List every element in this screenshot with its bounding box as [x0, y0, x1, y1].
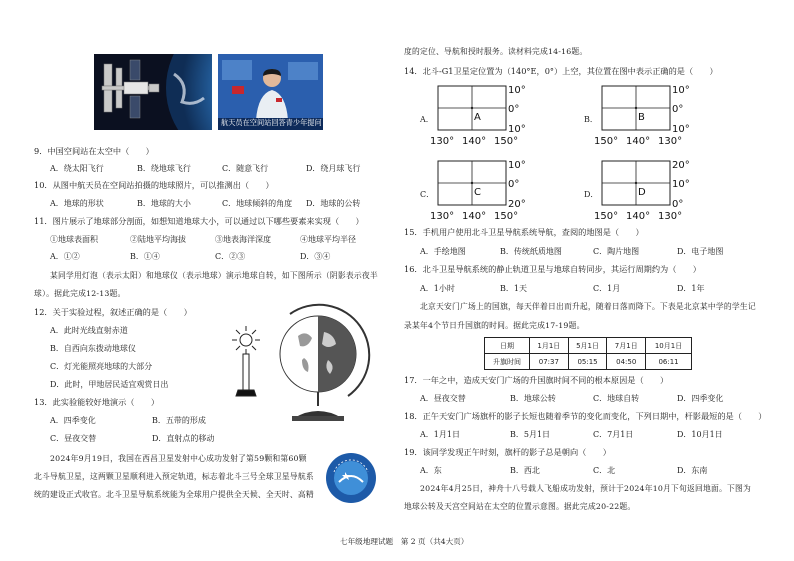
- grid-lon-right-label: 150°: [494, 136, 519, 146]
- grid-lon-left-label: 150°: [594, 211, 619, 221]
- grid-lat-bottom-label: 10°: [672, 124, 690, 135]
- table-cell: 06:11: [646, 354, 692, 370]
- q10-option-a: A．地球的形状: [50, 199, 104, 208]
- grid-lon-mid-label: 140°: [626, 136, 651, 146]
- q16-option-c: C．1月: [593, 284, 621, 293]
- table-header-cell: 5月1日: [568, 338, 607, 354]
- q10-option-d: D．地球的公转: [306, 199, 361, 208]
- question-10: 10．从图中航天员在空间站拍摄的地球照片，可以推测出（ ）: [34, 180, 274, 190]
- q15-option-d: D．电子地图: [677, 247, 724, 256]
- q18-option-a: A．1月1日: [420, 430, 460, 439]
- table-row-label: 升旗时间: [485, 354, 530, 370]
- passage-14-16-continued: 度的定位、导航和授时服务。读材料完成14-16题。: [404, 47, 588, 56]
- grid-lat-mid-label: 0°: [508, 104, 520, 115]
- flag-raising-time-table: [484, 337, 692, 370]
- q13-option-b: B．五带的形成: [152, 416, 206, 425]
- q17-option-b: B．地球公转: [510, 394, 556, 403]
- question-11: 11．图片展示了地球部分剖面，如想知道地球大小，可以通过以下哪些要素来实现（ ）: [34, 216, 364, 226]
- passage-14-16-line2: 北斗导航卫星，这两颗卫星顺利进入预定轨道，标志着北斗三号全球卫星导航系: [34, 472, 314, 481]
- q9-option-d: D．绕月球飞行: [306, 164, 361, 173]
- passage-14-16-line3: 统的建设正式收官。北斗卫星导航系统能为全球用户提供全天候、全天时、高精: [34, 490, 314, 499]
- passage-20-22-line2: 地球公转及天宫空间站在太空的位置示意图。据此完成20-22题。: [404, 502, 636, 511]
- q12-option-d: D．此时，甲地居民适宜观赏日出: [50, 380, 169, 389]
- q12-option-c: C．灯光能照亮地球的大部分: [50, 362, 153, 371]
- table-header-cell: 7月1日: [607, 338, 646, 354]
- lamp-globe-diagram: [228, 296, 378, 426]
- q14-grid-d-point-label: D: [638, 187, 646, 198]
- grid-lat-top-label: 10°: [508, 160, 526, 171]
- q14-grid-a-point-label: A: [474, 112, 481, 123]
- grid-lon-right-label: 130°: [658, 211, 683, 221]
- q19-option-b: B．西北: [510, 466, 540, 475]
- grid-lat-top-label: 10°: [672, 85, 690, 96]
- q19-option-c: C．北: [593, 466, 616, 475]
- globe-icon: [280, 305, 369, 421]
- beidou-logo: [325, 452, 377, 504]
- table-cell: 07:37: [530, 354, 569, 370]
- space-station-illustration: [94, 54, 212, 130]
- table-header-cell: 1月1日: [530, 338, 569, 354]
- question-18: 18．正午天安门广场旗杆的影子长短也随着季节的变化而变化，下列日期中，杆影最短的是（ ）: [404, 411, 767, 421]
- q14-grid-b: [594, 84, 694, 146]
- grid-lat-bottom-label: 20°: [508, 199, 526, 210]
- q13-option-d: D．直射点的移动: [152, 434, 215, 443]
- passage-12-13-line1: 某同学用灯泡（表示太阳）和地球仪（表示地球）演示地球自转，如下图所示（阴影表示夜半: [50, 271, 378, 280]
- q11-option-c: C．②③: [215, 252, 246, 261]
- q11-item-3: ③地表海洋深度: [215, 235, 271, 244]
- q14-grid-c-point-label: C: [474, 187, 481, 198]
- grid-lat-bottom-label: 10°: [508, 124, 526, 135]
- q16-option-a: A．1小时: [420, 284, 455, 293]
- question-19: 19．该同学发现正午时刻，旗杆的影子总是朝向（ ）: [404, 447, 611, 457]
- grid-lon-mid-label: 140°: [626, 211, 651, 221]
- q14-grid-c: [430, 159, 530, 221]
- q9-option-b: B．绕地球飞行: [137, 164, 191, 173]
- q17-option-d: D．四季变化: [677, 394, 724, 403]
- question-14: 14．北斗-G1卫星定位置为（140°E，0°）上空，其位置在图中表示正确的是（ ）: [404, 66, 718, 76]
- grid-lon-right-label: 150°: [494, 211, 519, 221]
- astronaut-photo-caption: 航天员在空间站回答青少年提问: [221, 118, 322, 127]
- q14-option-a-label: A．: [420, 115, 434, 124]
- grid-lat-mid-label: 0°: [508, 179, 520, 190]
- grid-lat-bottom-label: 0°: [672, 199, 684, 210]
- q19-option-d: D．东南: [677, 466, 708, 475]
- passage-14-16-line1: 2024年9月19日，我国在西昌卫星发射中心成功发射了第59颗和第60颗: [50, 454, 307, 463]
- question-12: 12．关于实验过程，叙述正确的是（ ）: [34, 307, 192, 317]
- q11-item-4: ④地球平均半径: [300, 235, 356, 244]
- table-cell: 05:15: [568, 354, 607, 370]
- grid-lat-mid-label: 0°: [672, 104, 684, 115]
- q9-option-a: A．绕太阳飞行: [50, 164, 104, 173]
- passage-17-19-line1: 北京天安门广场上的国旗，每天伴着日出而升起，随着日落而降下。下表是北京某中学的学生记: [420, 302, 756, 311]
- q15-option-c: C．陶片地图: [593, 247, 640, 256]
- q15-option-b: B．传统纸质地图: [500, 247, 562, 256]
- grid-lon-right-label: 130°: [658, 136, 683, 146]
- q18-option-d: D．10月1日: [677, 430, 723, 439]
- space-station-photo: [94, 54, 212, 130]
- passage-17-19-line2: 录某年4个节日升国旗的时间。据此完成17-19题。: [404, 321, 585, 330]
- table-header-cell: 10月1日: [646, 338, 692, 354]
- q14-grid-d: [594, 159, 694, 221]
- passage-12-13-line2: 球）。据此完成12-13题。: [34, 289, 126, 298]
- q12-option-a: A．此时光线直射赤道: [50, 326, 128, 335]
- passage-20-22-line1: 2024年4月25日，神舟十八号载人飞船成功发射，预计于2024年10月下旬返回地面。下图为: [420, 484, 751, 493]
- q18-option-c: C．7月1日: [593, 430, 634, 439]
- table-cell: 04:50: [607, 354, 646, 370]
- q13-option-a: A．四季变化: [50, 416, 96, 425]
- grid-lon-left-label: 130°: [430, 211, 455, 221]
- q12-option-b: B．自西向东拨动地球仪: [50, 344, 136, 353]
- astronaut-photo: [218, 54, 323, 130]
- q13-option-c: C．昼夜交替: [50, 434, 97, 443]
- question-9: 9．中国空间站在太空中（ ）: [34, 146, 154, 156]
- q18-option-b: B．5月1日: [510, 430, 551, 439]
- question-17: 17．一年之中，造成天安门广场的升国旗时间不同的根本原因是（ ）: [404, 375, 669, 385]
- q17-option-a: A．昼夜交替: [420, 394, 466, 403]
- q16-option-d: D．1年: [677, 284, 705, 293]
- q11-item-1: ①地球表面积: [50, 235, 98, 244]
- q11-option-a: A．①②: [50, 252, 80, 261]
- q15-option-a: A．手绘地图: [420, 247, 466, 256]
- question-16: 16．北斗卫星导航系统的静止轨道卫星与地球自转同步，其运行周期约为（ ）: [404, 264, 701, 274]
- q11-option-d: D．③④: [300, 252, 331, 261]
- q16-option-b: B．1天: [500, 284, 527, 293]
- q19-option-a: A．东: [420, 466, 442, 475]
- question-15: 15．手机用户使用北斗卫星导航系统导航，查阅的地图是（ ）: [404, 227, 644, 237]
- q10-option-c: C．地球倾斜的角度: [222, 199, 293, 208]
- q9-option-c: C．随意飞行: [222, 164, 269, 173]
- grid-lat-top-label: 20°: [672, 160, 690, 171]
- grid-lon-mid-label: 140°: [462, 136, 487, 146]
- q10-option-b: B．地球的大小: [137, 199, 191, 208]
- q11-item-2: ②陆地平均海拔: [130, 235, 186, 244]
- grid-lat-mid-label: 10°: [672, 179, 690, 190]
- q14-option-b-label: B．: [584, 115, 598, 124]
- page-footer: 七年级地理试题 第 2 页（共4大页）: [340, 537, 469, 546]
- grid-lon-mid-label: 140°: [462, 211, 487, 221]
- grid-lon-left-label: 150°: [594, 136, 619, 146]
- question-13: 13．此实验能较好地演示（ ）: [34, 397, 160, 407]
- grid-lon-left-label: 130°: [430, 136, 455, 146]
- grid-lat-top-label: 10°: [508, 85, 526, 96]
- table-header-row: [485, 338, 692, 354]
- lamp-icon: [232, 326, 260, 396]
- q14-option-c-label: C．: [420, 190, 435, 199]
- table-row: [485, 354, 692, 370]
- table-header-cell: 日期: [485, 338, 530, 354]
- q14-grid-b-point-label: B: [638, 112, 645, 123]
- q17-option-c: C．地球自转: [593, 394, 640, 403]
- q11-option-b: B．①④: [130, 252, 160, 261]
- q14-grid-a: [430, 84, 530, 146]
- q14-option-d-label: D．: [584, 190, 599, 199]
